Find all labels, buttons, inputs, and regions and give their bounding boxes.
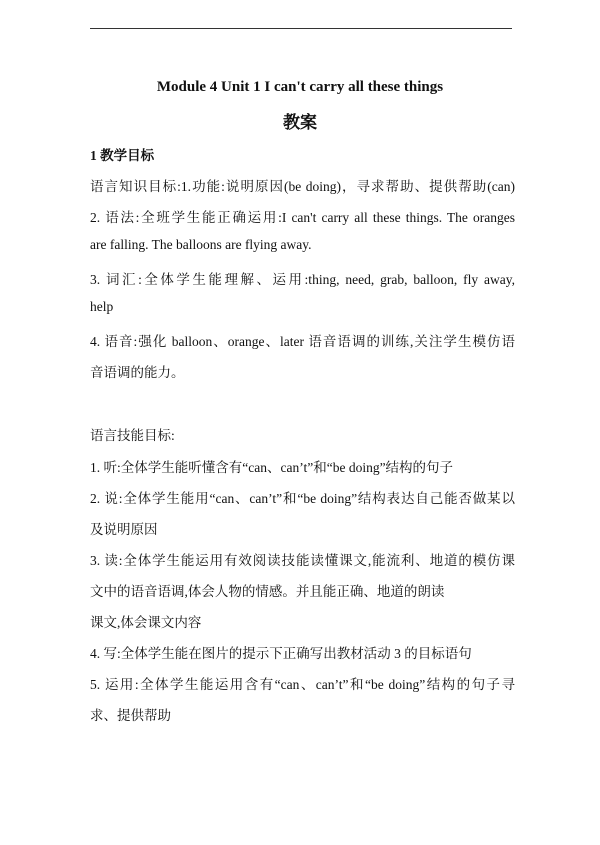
document-subtitle: 教案	[283, 113, 317, 132]
knowledge-goal-line: are falling. The balloons are flying away.	[90, 237, 312, 252]
knowledge-goal-line: help	[90, 299, 114, 314]
knowledge-goal-line: 3. 词汇:全体学生能理解、运用:thing, need, grab, balloon, fly away,	[90, 272, 515, 287]
skill-goal-line: 4. 写:全体学生能在图片的提示下正确写出教材活动 3 的目标语句	[90, 646, 472, 661]
skills-heading: 语言技能目标:	[90, 428, 175, 443]
skill-goal-line: 文中的语音语调,体会人物的情感。并且能正确、地道的朗读	[90, 584, 445, 599]
knowledge-goal-line: 音语调的能力。	[90, 365, 185, 380]
skill-goal-line: 求、提供帮助	[90, 708, 171, 723]
skill-goal-line: 3. 读:全体学生能运用有效阅读技能读懂课文,能流利、地道的模仿课	[90, 553, 515, 568]
header-rule	[90, 28, 512, 29]
knowledge-goal-line: 4. 语音:强化 balloon、orange、later 语音语调的训练,关注学生模仿语	[90, 334, 515, 349]
skill-goal-line: 课文,体会课文内容	[90, 615, 202, 630]
section-heading: 1 教学目标	[90, 148, 155, 163]
knowledge-goal-line: 语言知识目标:1.功能:说明原因(be doing)，寻求帮助、提供帮助(can)	[90, 179, 515, 194]
skill-goal-line: 5. 运用:全体学生能运用含有“can、can’t”和“be doing”结构的句子寻	[90, 677, 515, 692]
document-title: Module 4 Unit 1 I can't carry all these things	[156, 79, 444, 95]
skill-goal-line: 2. 说:全体学生能用“can、can’t”和“be doing”结构表达自己能否做某以	[90, 491, 515, 506]
knowledge-goal-line: 2. 语法:全班学生能正确运用:I can't carry all these things. The oranges	[90, 210, 515, 225]
skill-goal-line: 及说明原因	[90, 522, 158, 537]
skill-goal-line: 1. 听:全体学生能听懂含有“can、can’t”和“be doing”结构的句子	[90, 460, 454, 475]
